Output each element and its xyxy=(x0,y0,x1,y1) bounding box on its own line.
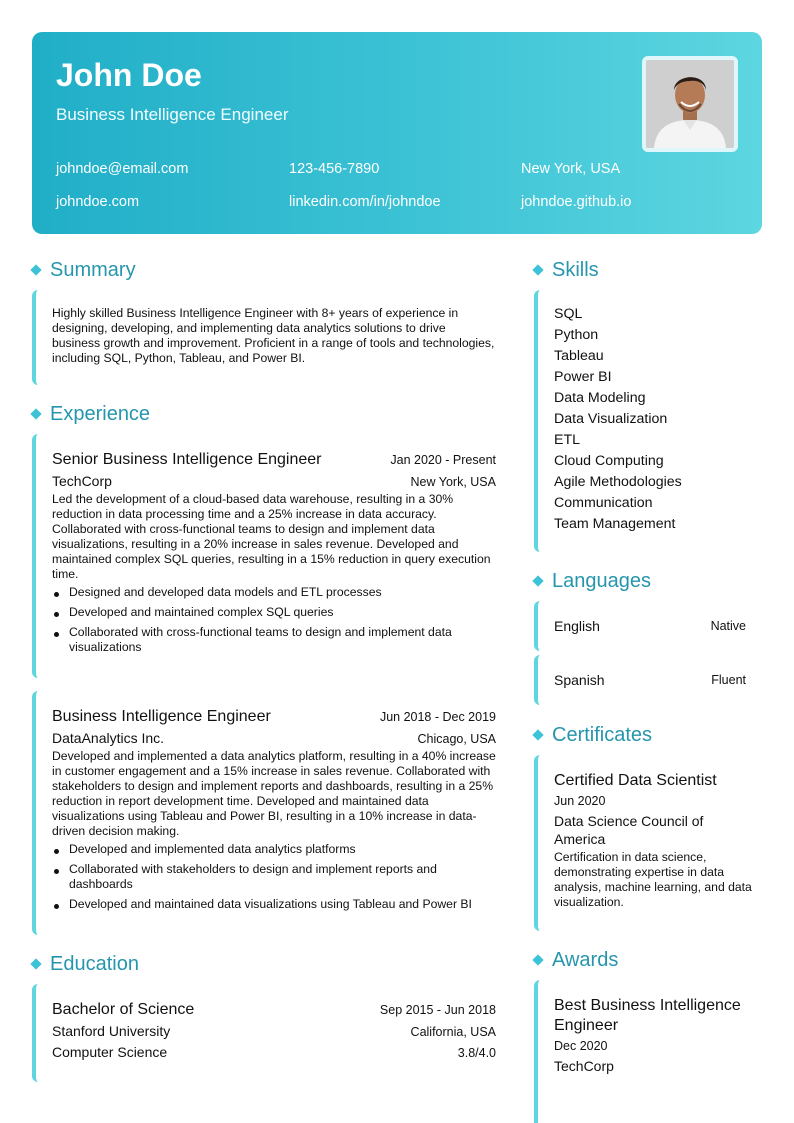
experience-heading xyxy=(30,402,150,426)
certificate-description: Certification in data science, demonstrating expertise in data analysis, machine learning, and data visualization. xyxy=(554,850,752,909)
list-item: Collaborated with cross-functional teams to design and implement data visualizations xyxy=(52,625,496,655)
candidate-role: Business Intelligence Engineer xyxy=(56,105,289,124)
certificate-date: Jun 2020 xyxy=(554,794,606,808)
profile-photo xyxy=(642,56,738,152)
certificate-entry xyxy=(534,755,762,931)
education-heading xyxy=(30,952,139,976)
diamond-icon xyxy=(532,575,543,586)
certificates-heading xyxy=(532,723,652,747)
skills-block xyxy=(534,290,762,552)
award-date: Dec 2020 xyxy=(554,1039,608,1053)
job-company: DataAnalytics Inc. xyxy=(52,730,165,746)
job-entry-1 xyxy=(32,434,496,678)
certificate-issuer: Data Science Council of America xyxy=(554,813,704,847)
job-company: TechCorp xyxy=(52,473,112,489)
list-item: Data Visualization xyxy=(554,411,668,427)
job-position: Business Intelligence Engineer xyxy=(52,708,271,725)
linkedin-link[interactable]: linkedin.com/in/johndoe xyxy=(289,194,441,210)
summary-title: Summary xyxy=(50,259,136,281)
awards-heading xyxy=(532,948,618,972)
list-item: Collaborated with stakeholders to design and implement reports and dashboards xyxy=(52,862,496,892)
list-item: Communication xyxy=(554,495,653,511)
job-entry-2 xyxy=(32,691,496,935)
list-item: Python xyxy=(554,327,599,343)
summary-block xyxy=(32,290,496,385)
language-level: Native xyxy=(710,619,746,633)
job-description: Led the development of a cloud-based data warehouse, resulting in a 30% reduction in data processing time and a 25% increase in data accuracy. Collaborated with cross-functional teams to design and implement data visualizations, resulting in a 20% increase in sales revenue. Developed and maintained complex SQL queries, resulting in a 15% reduction in query execution time. xyxy=(52,492,491,581)
skills-title: Skills xyxy=(552,259,599,281)
diamond-icon xyxy=(532,954,543,965)
school: Stanford University xyxy=(52,1023,171,1039)
certificates-title: Certificates xyxy=(552,724,653,746)
job-dates: Jun 2018 - Dec 2019 xyxy=(379,710,496,724)
website-link[interactable]: johndoe.com xyxy=(56,194,140,210)
experience-title: Experience xyxy=(50,403,151,425)
list-item: Developed and maintained complex SQL queries xyxy=(52,605,496,620)
candidate-name: John Doe xyxy=(56,57,202,93)
list-item: Team Management xyxy=(554,516,676,532)
degree: Bachelor of Science xyxy=(52,1001,195,1018)
diamond-icon xyxy=(30,408,41,419)
job-location: New York, USA xyxy=(410,475,496,489)
list-item: Tableau xyxy=(554,348,604,364)
list-item: Developed and implemented data analytics platforms xyxy=(52,842,496,857)
job-position: Senior Business Intelligence Engineer xyxy=(52,451,322,468)
language-level: Fluent xyxy=(711,673,746,687)
awards-title: Awards xyxy=(552,949,619,971)
education-dates: Sep 2015 - Jun 2018 xyxy=(379,1003,496,1017)
list-item: Developed and maintained data visualizations using Tableau and Power BI xyxy=(52,897,496,912)
list-item: SQL xyxy=(554,306,583,322)
github-link[interactable]: johndoe.github.io xyxy=(521,194,632,210)
language-name: Spanish xyxy=(554,672,605,688)
list-item: Cloud Computing xyxy=(554,453,664,469)
award-entry xyxy=(534,980,762,1123)
diamond-icon xyxy=(30,264,41,275)
person-photo-icon xyxy=(646,60,734,148)
education-location: California, USA xyxy=(410,1025,496,1039)
languages-title: Languages xyxy=(552,570,651,592)
summary-text: Highly skilled Business Intelligence Engineer with 8+ years of experience in designing, developing, and implementing data analytics solutions to drive business growth and improvement. Proficient in a range of tools and technologies, including SQL, Python, Tableau, and Power BI. xyxy=(52,306,495,365)
job-location: Chicago, USA xyxy=(417,732,496,746)
gpa: 3.8/4.0 xyxy=(457,1046,496,1060)
diamond-icon xyxy=(30,958,41,969)
certificate-name: Certified Data Scientist xyxy=(554,772,717,789)
list-item: Data Modeling xyxy=(554,390,646,406)
phone-number: 123-456-7890 xyxy=(289,161,380,177)
job-dates: Jan 2020 - Present xyxy=(390,453,496,467)
diamond-icon xyxy=(532,729,543,740)
summary-heading xyxy=(30,258,136,282)
email-link[interactable]: johndoe@email.com xyxy=(56,161,189,177)
job-bullets xyxy=(52,842,496,912)
field-of-study: Computer Science xyxy=(52,1044,168,1060)
education-title: Education xyxy=(50,953,139,975)
diamond-icon xyxy=(532,264,543,275)
list-item: Agile Methodologies xyxy=(554,474,682,490)
award-name: Best Business Intelligence Engineer xyxy=(554,997,741,1034)
list-item: Power BI xyxy=(554,369,612,385)
resume-header xyxy=(32,32,762,234)
language-name: English xyxy=(554,618,600,634)
list-item: Designed and developed data models and ETL processes xyxy=(52,585,496,600)
award-issuer: TechCorp xyxy=(554,1058,614,1074)
education-block xyxy=(32,984,496,1082)
job-description: Developed and implemented a data analytics platform, resulting in a 40% increase in customer engagement and a 15% increase in sales revenue. Collaborated with stakeholders to design and implement reports and dashboards, resulting in a 25% reduction in report development time. Developed and maintained data visualizations using Tableau and Power BI, resulting in a 10% increase in data-driven decision making. xyxy=(52,749,496,838)
list-item: ETL xyxy=(554,432,581,448)
job-bullets xyxy=(52,585,496,655)
languages-heading xyxy=(532,569,651,593)
skills-heading xyxy=(532,258,599,282)
location: New York, USA xyxy=(521,161,621,177)
language-entry-spanish xyxy=(534,655,762,705)
language-entry-english xyxy=(534,601,762,651)
